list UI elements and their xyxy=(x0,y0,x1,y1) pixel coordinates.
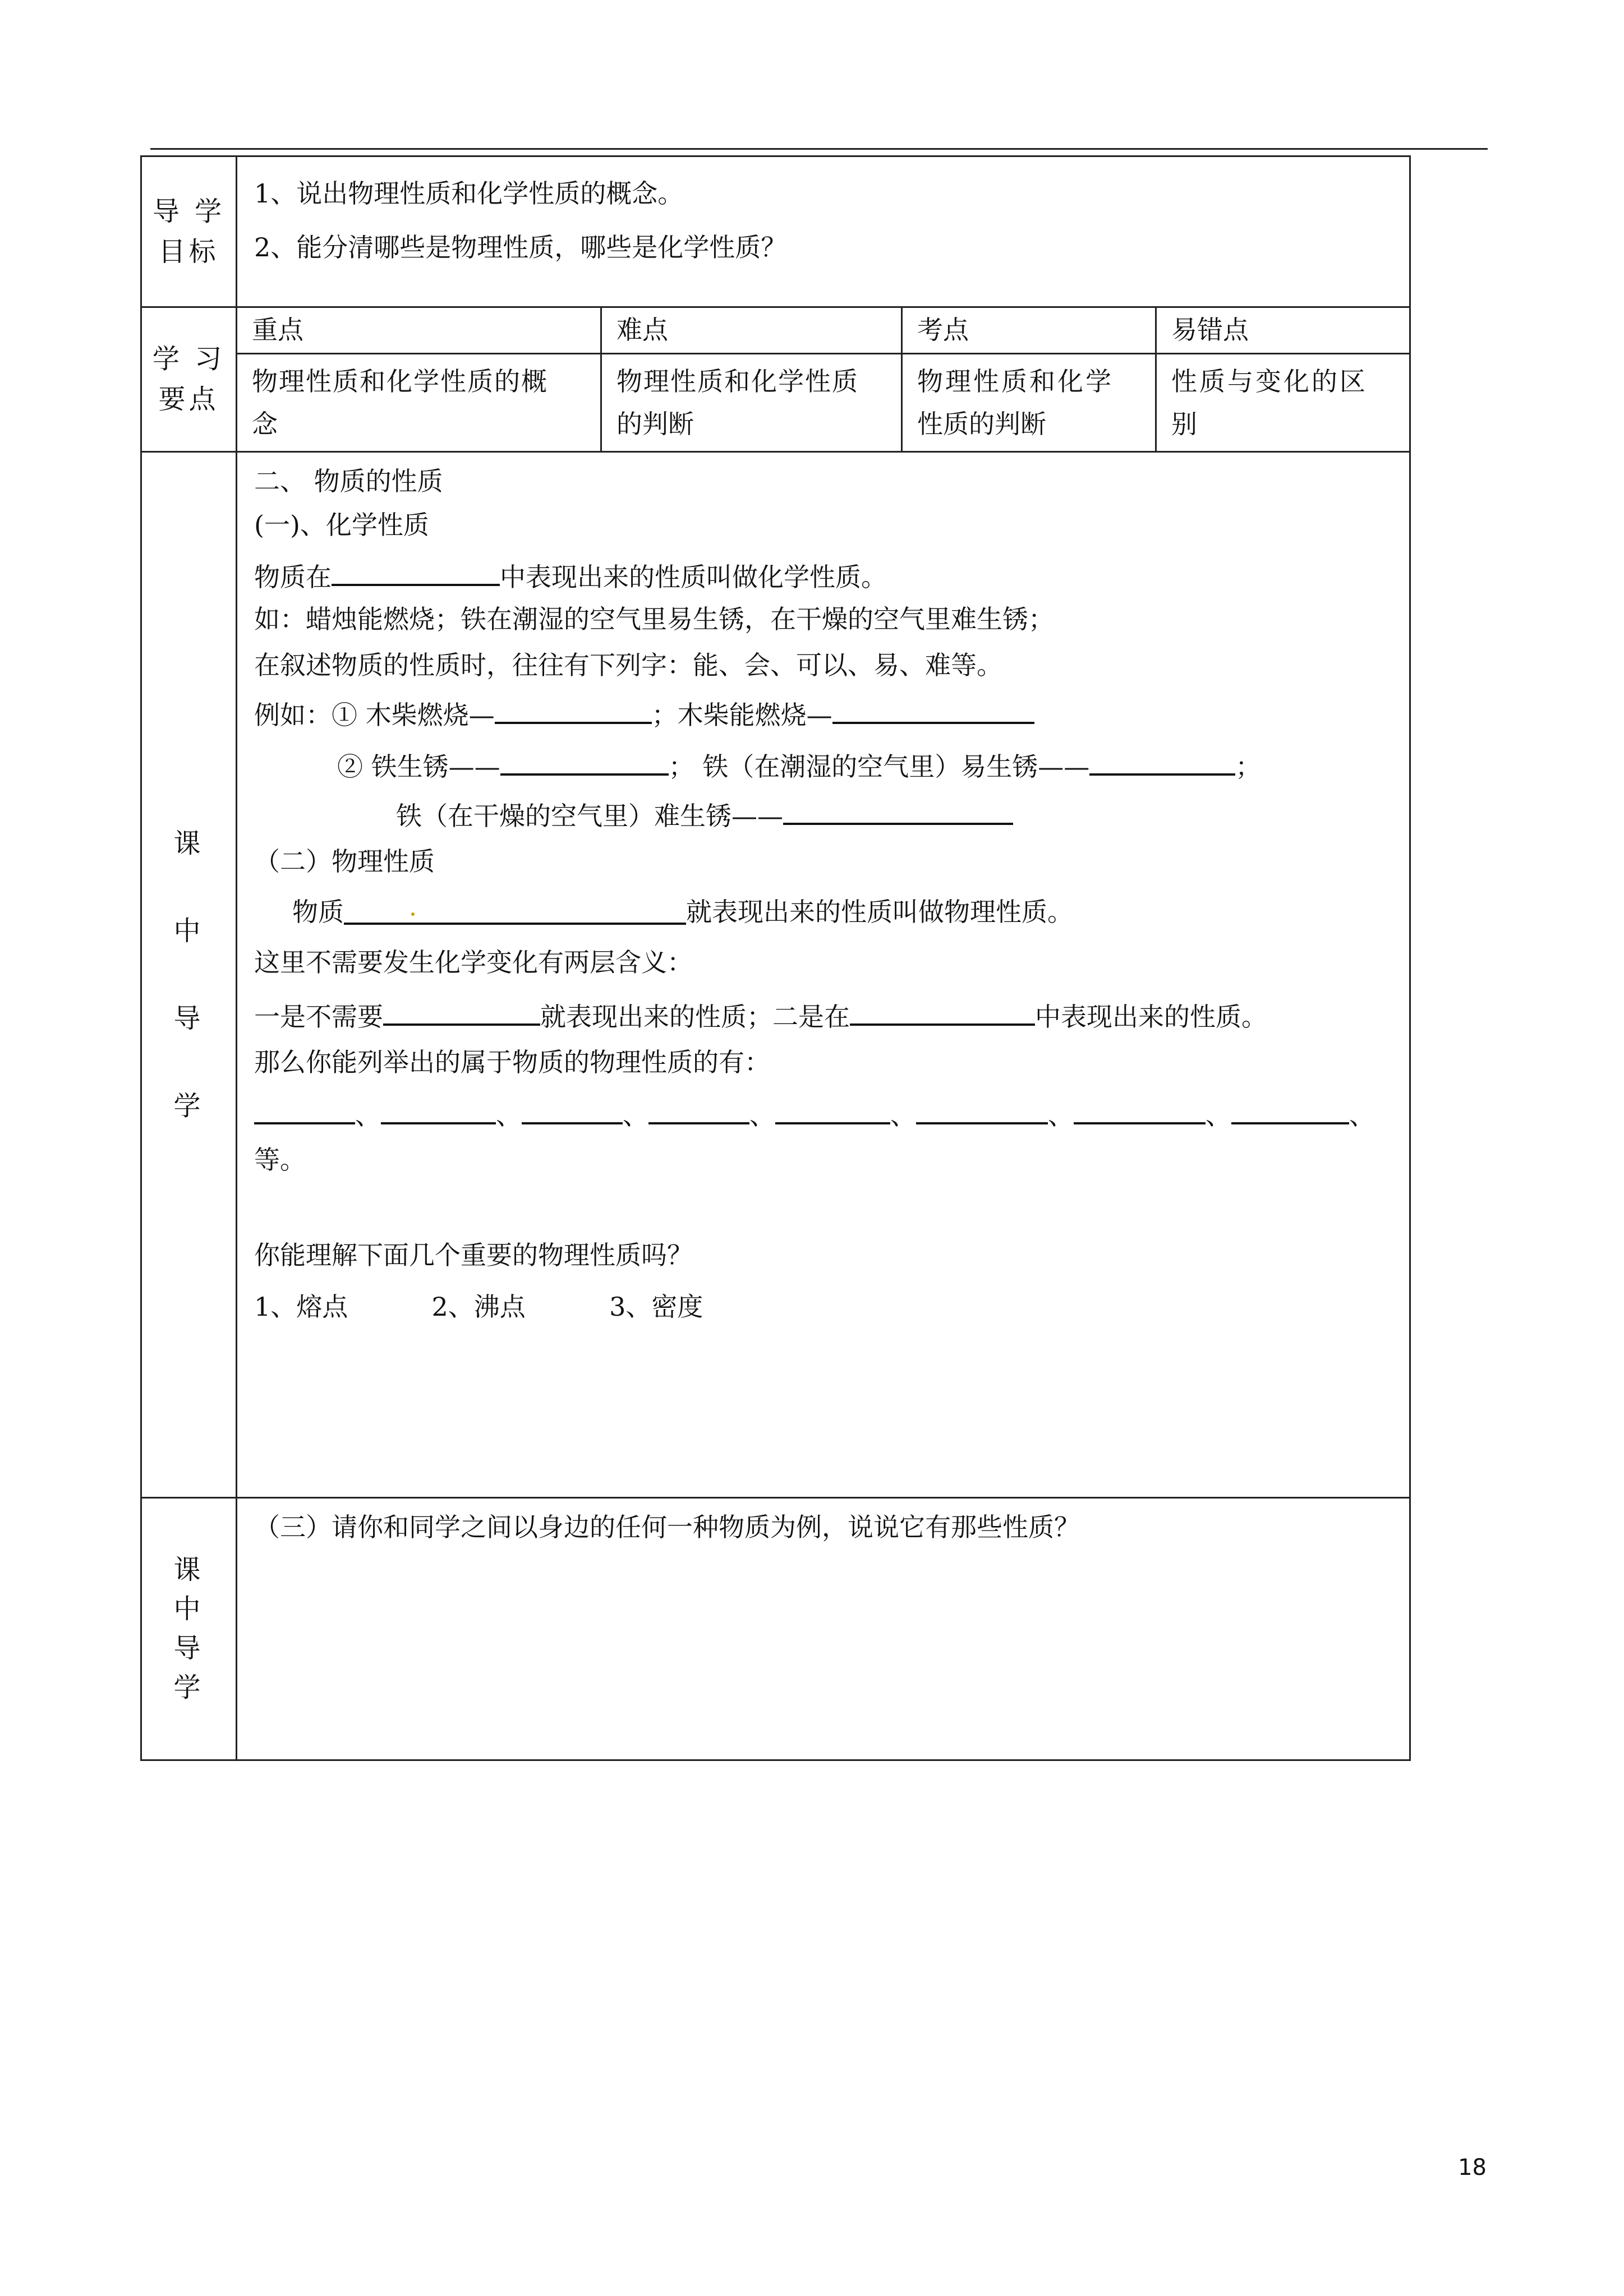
meaning-detail xyxy=(254,997,1267,1034)
answer-blank[interactable] xyxy=(832,695,1034,724)
property-items xyxy=(254,1290,703,1324)
discussion-row xyxy=(141,1497,1410,1760)
separator: 、 xyxy=(749,1100,775,1131)
key-value-line: 别 xyxy=(1171,408,1197,439)
property-item: 2、沸点 xyxy=(431,1291,526,1322)
discussion-label-char: 学 xyxy=(173,1672,204,1704)
key-value-difficulty xyxy=(601,353,902,451)
separator: 、 xyxy=(1048,1100,1074,1131)
separator: 、 xyxy=(890,1100,916,1131)
goals-label xyxy=(141,156,237,307)
meaning-post: 中表现出来的性质。 xyxy=(1035,1001,1267,1032)
list-prompt: 那么你能列举出的属于物质的物理性质的有： xyxy=(254,1046,770,1077)
key-points-label-line: 学 习 xyxy=(152,343,226,375)
lesson-content xyxy=(237,451,1410,1497)
answer-blank[interactable] xyxy=(775,1095,890,1124)
separator: 、 xyxy=(1349,1100,1375,1131)
key-header-difficulty: 难点 xyxy=(601,307,902,354)
key-points-header-row xyxy=(141,307,1410,354)
key-header-exam: 考点 xyxy=(902,307,1156,354)
ex2-lead: ② 铁生锈—— xyxy=(337,751,500,782)
key-value-line: 念 xyxy=(252,408,278,439)
worksheet-table xyxy=(140,155,1411,1761)
lesson-label-char: 中 xyxy=(173,915,204,947)
separator: 、 xyxy=(496,1100,522,1131)
meaning-line: 这里不需要发生化学变化有两层含义： xyxy=(254,947,693,978)
separator: 、 xyxy=(1206,1100,1231,1131)
ink-dot xyxy=(411,912,415,916)
example-line: 如：蜡烛能燃烧；铁在潮湿的空气里易生锈，在干燥的空气里难生锈； xyxy=(254,603,1054,634)
goals-content xyxy=(237,156,1410,307)
key-points-label xyxy=(141,307,237,452)
key-value-line: 物理性质和化学性质 xyxy=(617,366,859,397)
goals-row xyxy=(141,156,1410,307)
key-header-mistake: 易错点 xyxy=(1156,307,1410,354)
key-points-label-line: 要点 xyxy=(158,384,219,416)
phys-def-pre: 物质 xyxy=(292,896,344,927)
meaning-mid: 就表现出来的性质；二是在 xyxy=(540,1001,850,1032)
answer-blank[interactable] xyxy=(1074,1095,1206,1124)
lesson-label-char: 导 xyxy=(173,1002,204,1034)
lesson-label xyxy=(141,451,237,1497)
key-value-mistake xyxy=(1156,353,1410,451)
discussion-label-char: 导 xyxy=(173,1633,204,1665)
key-value-line: 物理性质和化学性质的概 xyxy=(252,366,548,397)
answer-blank[interactable] xyxy=(916,1095,1048,1124)
example-3 xyxy=(396,796,1013,833)
property-item: 3、密度 xyxy=(609,1291,703,1322)
header-rule xyxy=(150,148,1488,150)
key-header-focus: 重点 xyxy=(237,307,601,354)
chem-def-pre: 物质在 xyxy=(254,561,332,592)
phys-heading: （二）物理性质 xyxy=(254,846,435,877)
separator: 、 xyxy=(355,1100,381,1131)
answer-blank[interactable] xyxy=(344,896,686,925)
answer-blank[interactable] xyxy=(783,796,1013,825)
question-line: 你能理解下面几个重要的物理性质吗？ xyxy=(254,1239,693,1270)
answer-blank[interactable] xyxy=(522,1095,623,1124)
answer-blank[interactable] xyxy=(383,997,540,1026)
wording-line: 在叙述物质的性质时，往往有下列字：能、会、可以、易、难等。 xyxy=(254,649,1002,680)
answer-blank[interactable] xyxy=(254,1095,355,1124)
discussion-label xyxy=(141,1497,237,1760)
example-2 xyxy=(337,746,1261,784)
lesson-label-char: 学 xyxy=(173,1090,204,1122)
goals-label-line: 导 学 xyxy=(152,196,226,227)
page-number: 18 xyxy=(1458,2155,1487,2180)
goal-item: 2、能分清哪些是物理性质，哪些是化学性质？ xyxy=(254,232,787,262)
answer-blank[interactable] xyxy=(850,997,1035,1026)
key-value-line: 物理性质和化学 xyxy=(917,366,1114,397)
lesson-row xyxy=(141,451,1410,1497)
key-value-focus xyxy=(237,353,601,451)
key-value-line: 的判断 xyxy=(617,408,694,439)
key-value-line: 性质与变化的区 xyxy=(1171,366,1368,397)
answer-blank[interactable] xyxy=(332,557,500,586)
key-points-values-row xyxy=(141,353,1410,451)
discussion-label-char: 课 xyxy=(173,1554,204,1586)
answer-blank[interactable] xyxy=(381,1095,496,1124)
answer-blank[interactable] xyxy=(500,746,669,776)
phys-def-post: 就表现出来的性质叫做物理性质。 xyxy=(686,896,1073,927)
chem-def-post: 中表现出来的性质叫做化学性质。 xyxy=(500,561,887,592)
property-item: 1、熔点 xyxy=(254,1291,348,1322)
etc-text: 等。 xyxy=(254,1144,306,1175)
goals-label-line: 目标 xyxy=(158,236,219,268)
phys-definition xyxy=(292,896,1073,929)
ex1-lead: 例如：① 木柴燃烧— xyxy=(254,699,495,730)
chem-definition xyxy=(254,557,887,594)
ex3-lead: 铁（在干燥的空气里）难生锈—— xyxy=(396,800,783,831)
ex2-end: ； xyxy=(1235,751,1262,782)
key-value-exam xyxy=(902,353,1156,451)
key-value-line: 性质的判断 xyxy=(917,408,1046,439)
discussion-content xyxy=(237,1497,1410,1760)
ex2-mid: ； 铁（在潮湿的空气里）易生锈—— xyxy=(668,751,1090,782)
answer-blank[interactable] xyxy=(1089,746,1235,776)
chem-heading: (一)、化学性质 xyxy=(254,509,429,540)
answer-blank[interactable] xyxy=(648,1095,749,1124)
separator: 、 xyxy=(623,1100,648,1131)
answer-blank[interactable] xyxy=(1231,1095,1349,1124)
ex1-mid: ；木柴能燃烧— xyxy=(651,699,832,730)
goal-item: 1、说出物理性质和化学性质的概念。 xyxy=(254,178,684,209)
lesson-label-char: 课 xyxy=(173,827,204,859)
section-title: 二、 物质的性质 xyxy=(254,465,443,496)
discussion-label-char: 中 xyxy=(173,1593,204,1625)
property-list xyxy=(254,1095,1375,1133)
answer-blank[interactable] xyxy=(495,695,652,724)
example-1 xyxy=(254,695,1034,732)
meaning-pre: 一是不需要 xyxy=(254,1001,383,1032)
discussion-prompt: （三）请你和同学之间以身边的任何一种物质为例，说说它有那些性质？ xyxy=(254,1511,1080,1542)
